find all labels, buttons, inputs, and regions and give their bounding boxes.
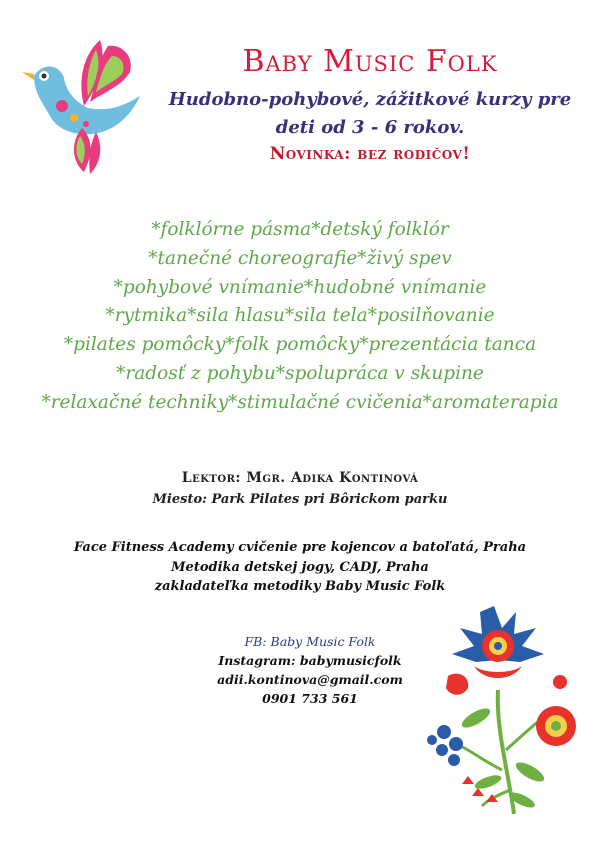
phone-number: 0901 733 561: [262, 691, 358, 706]
folk-bird-illustration: [12, 36, 152, 176]
email-link[interactable]: adii.kontinova@gmail.com: [217, 672, 403, 687]
feature-line: *pohybové vnímanie*hudobné vnímanie: [113, 276, 487, 298]
feature-line: *tanečné choreografie*živý spev: [148, 247, 452, 269]
feature-line: *relaxačné techniky*stimulačné cvičenia*aromaterapia: [41, 391, 559, 413]
bio-line: Face Fitness Academy cvičenie pre kojencov a batoľatá, Praha: [73, 540, 527, 555]
lektor-location: Miesto: Park Pilates pri Bôrickom parku: [152, 492, 448, 507]
page-title: Baby Music Folk: [242, 44, 498, 79]
feature-line: *radosť z pohybu*spolupráca v skupine: [116, 362, 484, 384]
features-list: [0, 216, 600, 418]
novinka-badge: Novinka: bez rodičov!: [269, 144, 471, 164]
feature-line: *folklórne pásma*detský folklór: [151, 219, 449, 240]
instagram-link[interactable]: Instagram: babymusicfolk: [218, 653, 402, 668]
contact-block: [160, 632, 460, 708]
subtitle: [165, 86, 575, 142]
facebook-link[interactable]: FB: Baby Music Folk: [244, 634, 376, 649]
subtitle-line: Hudobno-pohybové, zážitkové kurzy pre: [168, 89, 572, 110]
bio-line: zakladateľka metodiky Baby Music Folk: [154, 579, 446, 594]
feature-line: *pilates pomôcky*folk pomôcky*prezentácia tanca: [63, 334, 537, 356]
folk-flower-illustration: [418, 600, 590, 820]
lektor-name: Lektor: Mgr. Adika Kontinová: [181, 470, 419, 486]
bio-line: Metodika detskej jogy, CADJ, Praha: [171, 559, 429, 575]
subtitle-line: deti od 3 - 6 rokov.: [275, 117, 465, 138]
feature-line: *rytmika*sila hlasu*sila tela*posilňovanie: [105, 305, 495, 327]
lektor-bio: [0, 538, 600, 597]
